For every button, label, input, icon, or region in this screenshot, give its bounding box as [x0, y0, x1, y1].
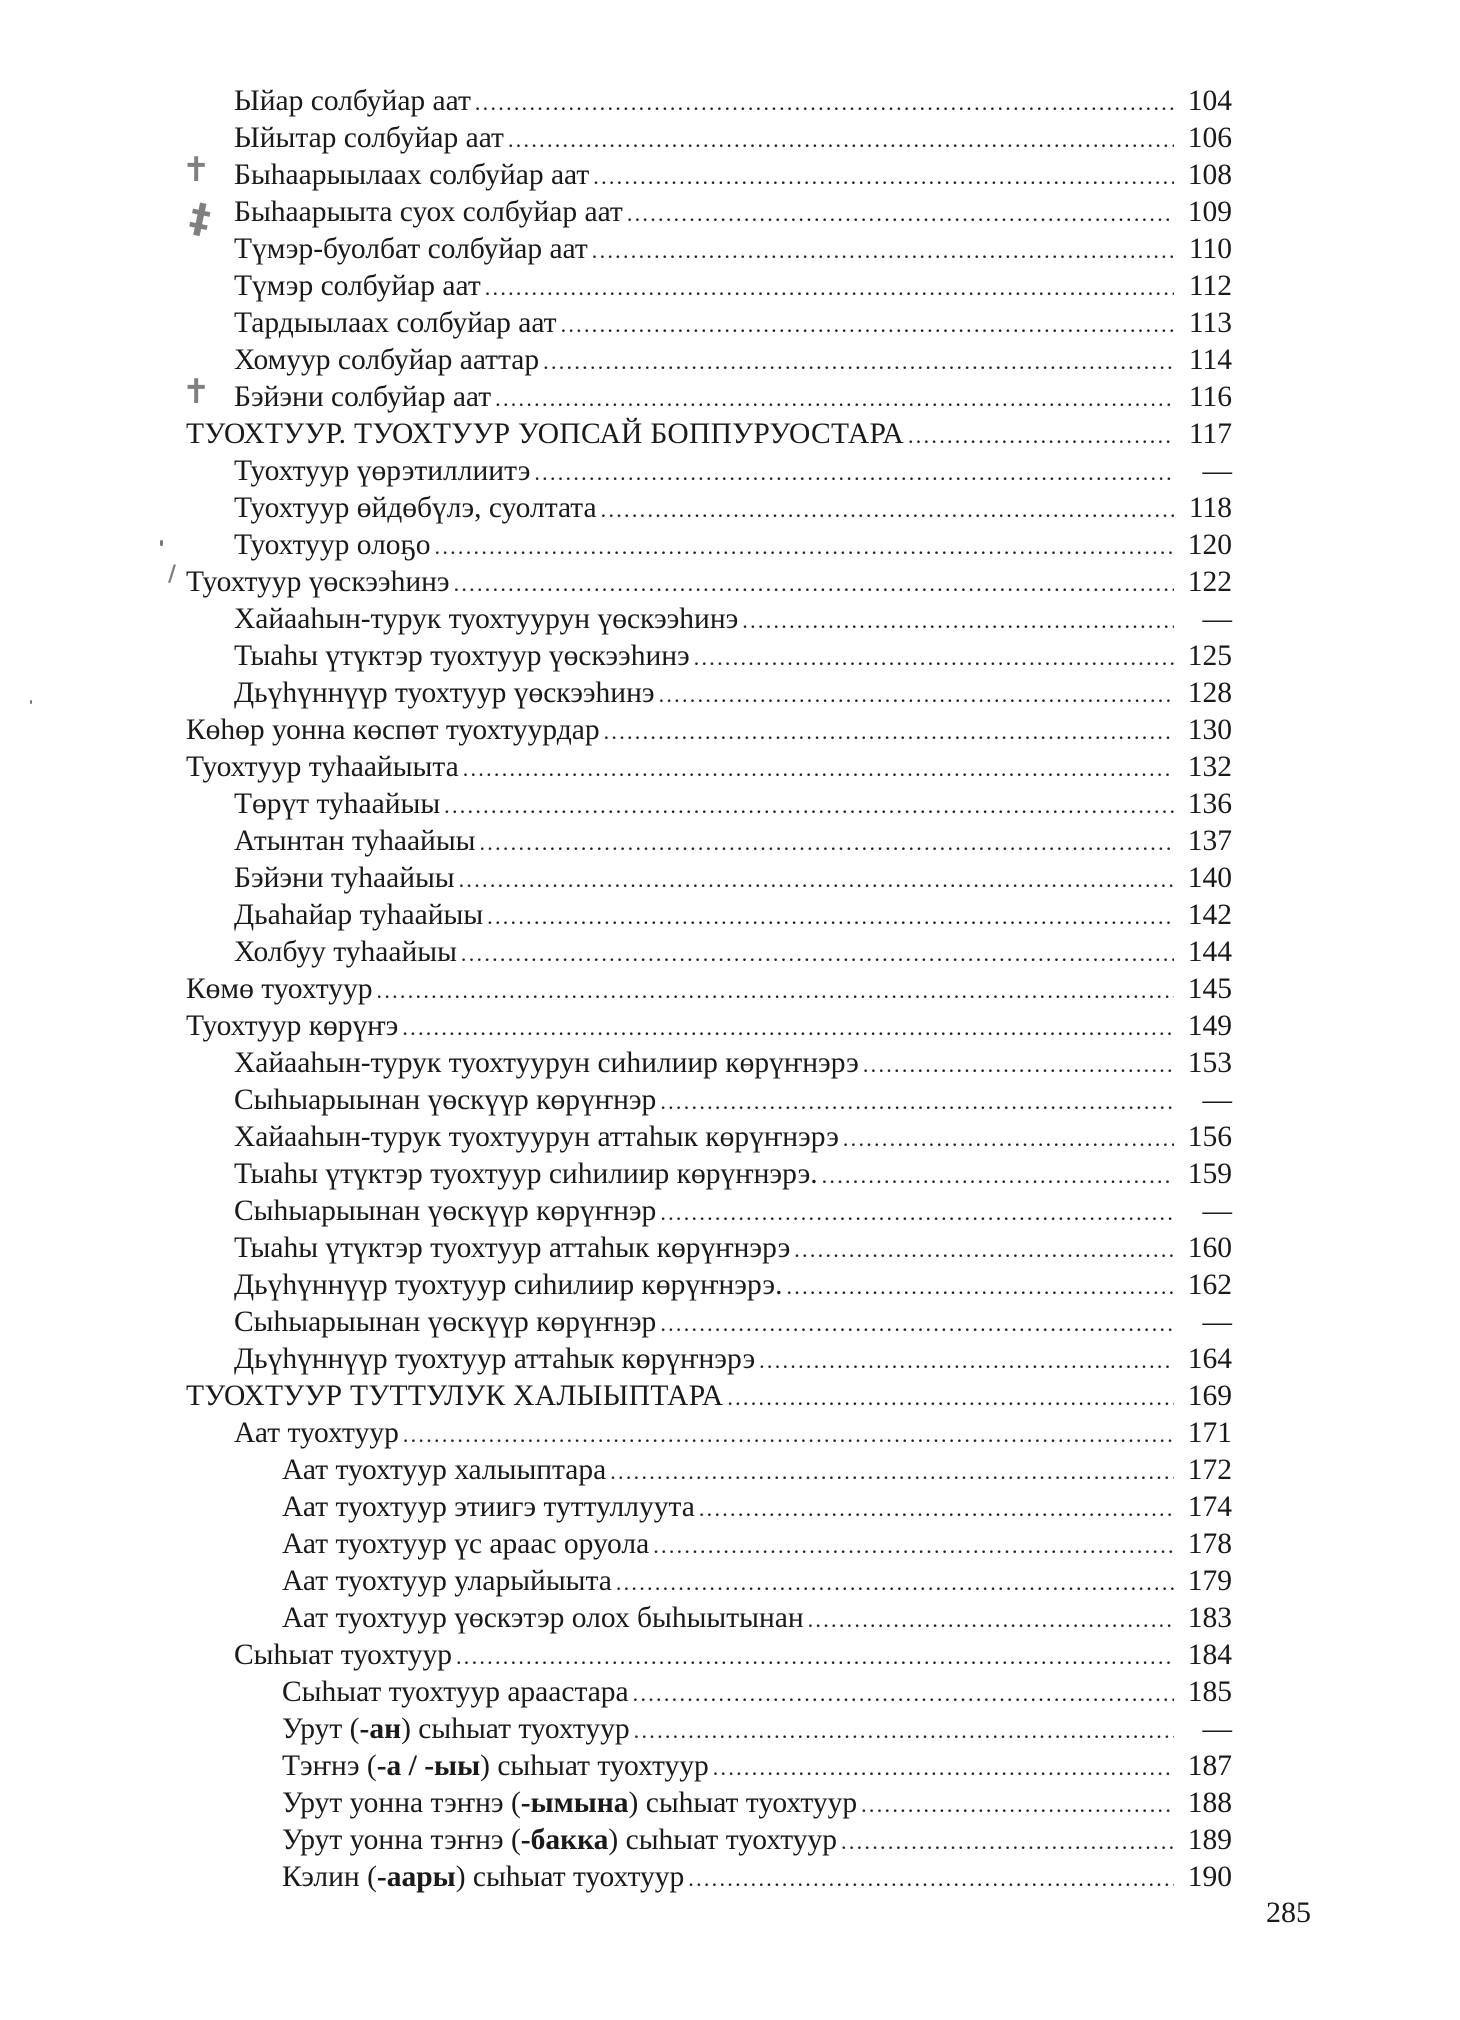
toc-entry-title: Бэйэни солбуйар аат: [234, 381, 492, 413]
toc-page-number: —: [1202, 1084, 1232, 1116]
dot-leader: [786, 1268, 1174, 1305]
dot-leader: [485, 269, 1174, 306]
toc-entry-title: Туохтуур өйдөбүлэ, суолтата: [234, 492, 597, 524]
toc-entry: [0, 1415, 1232, 1452]
toc-entry-title: Хайааhын-турук туохтуурун үөскээhинэ: [234, 603, 739, 635]
toc-entry: [0, 1304, 1232, 1341]
toc-entry: [0, 1526, 1232, 1563]
dot-leader: [459, 861, 1174, 898]
toc-entry-title: [282, 1822, 837, 1859]
toc-entry-title: Дьүhүннүүр туохтуур сиhилиир көрүҥнэрэ.: [234, 1269, 783, 1301]
toc-section-heading: [0, 416, 1232, 453]
dot-leader: [659, 676, 1174, 713]
toc-entry-title: Туохтуур туhаайыыта: [186, 751, 459, 783]
toc-entry-title: Тыаhы үтүктэр туохтуур аттаhык көрүҥнэрэ: [234, 1232, 791, 1264]
dot-leader: [610, 1453, 1174, 1490]
toc-entry: [0, 601, 1232, 638]
toc-entry-title: Туохтуур үөскээhинэ: [186, 566, 450, 598]
dot-leader: [694, 639, 1174, 676]
toc-page-number: 149: [1187, 1010, 1232, 1042]
toc-entry-title: Ыйытар солбуйар аат: [234, 122, 504, 154]
toc-page-number: 114: [1188, 344, 1232, 376]
toc-page-number: 190: [1187, 1861, 1232, 1893]
dot-leader: [841, 1823, 1174, 1860]
toc-page-number: 106: [1187, 122, 1232, 154]
toc-entry-title: Сыhыат туохтуур: [234, 1639, 452, 1671]
toc-entry: [0, 934, 1232, 971]
toc-page-number: 189: [1187, 1824, 1232, 1856]
toc-entry: [0, 749, 1232, 786]
toc-entry: [0, 194, 1232, 231]
handwritten-cross-mark-icon: ✝: [182, 150, 211, 190]
dot-leader: [463, 750, 1174, 787]
dot-leader: [402, 1009, 1174, 1046]
toc-page-number: 113: [1188, 307, 1232, 339]
toc-entry: [0, 675, 1232, 712]
toc-entry: [0, 305, 1232, 342]
title-part: ) сыhыат туохтуур: [401, 1713, 630, 1745]
toc-entry: [0, 1008, 1232, 1045]
toc-entry-title: Сыhыарыынан үөскүүр көрүҥнэр: [234, 1084, 657, 1116]
dot-leader: [759, 1342, 1174, 1379]
toc-page-number: 132: [1187, 751, 1232, 783]
toc-entry: [0, 1822, 1232, 1859]
toc-page-number: 117: [1188, 418, 1232, 450]
dot-leader: [543, 343, 1174, 380]
toc-entry-title: [282, 1859, 684, 1896]
toc-page-number: 184: [1187, 1639, 1232, 1671]
toc-entry-title: Сыhыарыынан үөскүүр көрүҥнэр: [234, 1195, 657, 1227]
toc-entry: [0, 564, 1232, 601]
toc-entry-title: Дьаhайар туhаайыы: [234, 899, 484, 931]
dot-leader: [479, 824, 1174, 861]
toc-page-number: 164: [1187, 1343, 1232, 1375]
toc-entry-title: Быhаарыылаах солбуйар аат: [234, 159, 590, 191]
title-part: ) сыhыат туохтуур: [480, 1750, 709, 1782]
toc-entry: [0, 1267, 1232, 1304]
toc-page-number: 153: [1187, 1047, 1232, 1079]
toc-page-number: 122: [1187, 566, 1232, 598]
toc-entry: [0, 1711, 1232, 1748]
toc-page-number: 188: [1187, 1787, 1232, 1819]
toc-page-number: —: [1202, 455, 1232, 487]
toc-page-number: 183: [1187, 1602, 1232, 1634]
toc-entry: [0, 1748, 1232, 1785]
toc-page-number: —: [1202, 1713, 1232, 1745]
toc-entry-title: Хайааhын-турук туохтуурун аттаhык көрүҥнэрэ: [234, 1121, 839, 1153]
dot-leader: [403, 1416, 1174, 1453]
toc-entry-title: Аат туохтуур уларыйыыта: [282, 1565, 612, 1597]
toc-entry-title: Төрүт туhаайыы: [234, 788, 441, 820]
toc-entry: [0, 712, 1232, 749]
toc-page-number: 125: [1187, 640, 1232, 672]
dot-leader: [660, 1194, 1174, 1231]
dot-leader: [461, 935, 1174, 972]
toc-entry-title: Дьүhүннүүр туохтуур үөскээhинэ: [234, 677, 655, 709]
toc-page-number: 169: [1187, 1380, 1232, 1412]
toc-entry-title: Сыhыат туохтуур араастара: [282, 1676, 629, 1708]
toc-entry-title: Хайааhын-турук туохтуурун сиhилиир көрүҥнэрэ: [234, 1047, 859, 1079]
dot-leader: [487, 898, 1174, 935]
suffix-bold: -а / -ыы: [376, 1750, 481, 1782]
toc-entry-title: Аат туохтуур үөскэтэр олох быhыытынан: [282, 1602, 804, 1634]
dot-leader: [593, 158, 1174, 195]
handwritten-tick-mark-icon: /: [168, 562, 177, 587]
toc-entry: [0, 823, 1232, 860]
dot-leader: [601, 491, 1174, 528]
toc-entry-title: Тыаhы үтүктэр туохтуур сиhилиир көрүҥнэрэ.: [234, 1158, 818, 1190]
toc-entry: [0, 1563, 1232, 1600]
toc-page-number: 185: [1187, 1676, 1232, 1708]
toc-page-number: 160: [1187, 1232, 1232, 1264]
toc-page-number: 104: [1187, 85, 1232, 117]
dot-leader: [699, 1490, 1174, 1527]
dot-leader: [616, 1564, 1174, 1601]
handwritten-cross-mark-icon: ‡: [185, 194, 215, 244]
page-number: 285: [1266, 1896, 1311, 1929]
toc-entry: [0, 490, 1232, 527]
table-of-contents: [0, 83, 1460, 1896]
toc-entry: [0, 971, 1232, 1008]
toc-entry: [0, 453, 1232, 490]
toc-page-number: 108: [1187, 159, 1232, 191]
suffix-bold: -ан: [359, 1713, 402, 1745]
toc-entry-title: Бэйэни туhаайыы: [234, 862, 455, 894]
dot-leader: [713, 1749, 1174, 1786]
toc-entry: [0, 1119, 1232, 1156]
toc-page-number: 174: [1187, 1491, 1232, 1523]
suffix-bold: -аары: [376, 1861, 456, 1893]
dot-leader: [660, 1305, 1174, 1342]
title-part: ) сыhыат туохтуур: [455, 1861, 685, 1893]
toc-entry: [0, 638, 1232, 675]
dot-leader: [843, 1120, 1174, 1157]
toc-page-number: 112: [1188, 270, 1232, 302]
toc-entry-title: Көмө туохтуур: [186, 973, 373, 1005]
toc-entry: [0, 786, 1232, 823]
toc-entry-title: Көhөр уонна көспөт туохтуурдар: [186, 714, 600, 746]
toc-page-number: 187: [1187, 1750, 1232, 1782]
title-part: Урут (: [282, 1713, 360, 1745]
toc-entry-title: [282, 1748, 709, 1785]
toc-entry: [0, 1785, 1232, 1822]
toc-entry: [0, 1489, 1232, 1526]
toc-entry: [0, 897, 1232, 934]
dot-leader: [653, 1527, 1174, 1564]
toc-entry-title: Тардыылаах солбуйар аат: [234, 307, 557, 339]
toc-entry-title: Тыаhы үтүктэр туохтуур үөскээhинэ: [234, 640, 690, 672]
toc-page-number: 120: [1187, 529, 1232, 561]
toc-page-number: 144: [1187, 936, 1232, 968]
toc-page-number: 137: [1187, 825, 1232, 857]
toc-page-number: 130: [1187, 714, 1232, 746]
dot-leader: [456, 1638, 1174, 1675]
dot-leader: [908, 417, 1174, 454]
dot-leader: [495, 380, 1174, 417]
toc-entry-title: Ыйар солбуйар аат: [234, 85, 471, 117]
dot-leader: [592, 232, 1174, 269]
toc-entry-title: Холбуу туhаайыы: [234, 936, 457, 968]
toc-entry: [0, 1230, 1232, 1267]
toc-entry-title: Аат туохтуур үс араас оруола: [282, 1528, 650, 1560]
title-part: Урут уонна тэҥнэ (: [282, 1787, 521, 1819]
dot-leader: [822, 1157, 1174, 1194]
toc-entry: [0, 1452, 1232, 1489]
toc-entry: [0, 1600, 1232, 1637]
dot-leader: [633, 1675, 1174, 1712]
handwritten-cross-mark-icon: ✝: [182, 372, 211, 412]
toc-page-number: 159: [1187, 1158, 1232, 1190]
toc-entry: [0, 83, 1232, 120]
dot-leader: [534, 454, 1174, 491]
margin-speck: [160, 540, 163, 546]
toc-page-number: 172: [1187, 1454, 1232, 1486]
toc-page-number: 156: [1187, 1121, 1232, 1153]
toc-entry-title: Аат туохтуур этиигэ туттуллуута: [282, 1491, 695, 1523]
dot-leader: [688, 1860, 1174, 1897]
toc-entry-title: Туохтуур олоҕо: [234, 529, 431, 561]
toc-entry: [0, 527, 1232, 564]
dot-leader: [863, 1046, 1174, 1083]
dot-leader: [634, 1712, 1174, 1749]
dot-leader: [444, 787, 1174, 824]
toc-entry: [0, 1859, 1232, 1896]
dot-leader: [454, 565, 1174, 602]
toc-entry: [0, 1156, 1232, 1193]
toc-section-heading: [0, 1378, 1232, 1415]
toc-page-number: 178: [1187, 1528, 1232, 1560]
toc-entry-title: Хомуур солбуйар ааттар: [234, 344, 540, 376]
suffix-bold: -бакка: [520, 1824, 609, 1856]
toc-entry: [0, 268, 1232, 305]
dot-leader: [475, 84, 1174, 121]
dot-leader: [435, 528, 1174, 565]
toc-page-number: 116: [1188, 381, 1232, 413]
margin-speck: [30, 700, 32, 704]
toc-entry-title: [282, 1785, 857, 1822]
title-part: Тэҥнэ (: [282, 1750, 377, 1782]
title-part: ) сыhыат туохтуур: [628, 1787, 858, 1819]
toc-page-number: —: [1202, 603, 1232, 635]
title-part: ) сыhыат туохтуур: [608, 1824, 838, 1856]
toc-page-number: 118: [1188, 492, 1232, 524]
toc-entry: [0, 1193, 1232, 1230]
toc-entry-title: Атынтан туhаайыы: [234, 825, 476, 857]
toc-page-number: —: [1202, 1306, 1232, 1338]
dot-leader: [604, 713, 1174, 750]
toc-page-number: 109: [1187, 196, 1232, 228]
toc-entry: [0, 231, 1232, 268]
toc-page-number: 179: [1187, 1565, 1232, 1597]
toc-page-number: 136: [1187, 788, 1232, 820]
dot-leader: [561, 306, 1174, 343]
toc-page-number: 162: [1187, 1269, 1232, 1301]
toc-entry: [0, 1674, 1232, 1711]
toc-page-number: 142: [1187, 899, 1232, 931]
toc-page-number: 128: [1187, 677, 1232, 709]
toc-page-number: 110: [1188, 233, 1232, 265]
dot-leader: [508, 121, 1174, 158]
toc-entry: [0, 860, 1232, 897]
toc-entry: [0, 1637, 1232, 1674]
toc-entry: [0, 1341, 1232, 1378]
toc-page-number: 140: [1187, 862, 1232, 894]
toc-entry-title: Быhаарыыта суох солбуйар аат: [234, 196, 623, 228]
dot-leader: [794, 1231, 1174, 1268]
dot-leader: [727, 1379, 1174, 1416]
toc-entry-title: Туохтуур үөрэтиллиитэ: [234, 455, 531, 487]
dot-leader: [742, 602, 1174, 639]
toc-entry-title: Туохтуур көрүҥэ: [186, 1010, 399, 1042]
toc-page-number: 145: [1187, 973, 1232, 1005]
title-part: Кэлин (: [282, 1861, 377, 1893]
title-part: Урут уонна тэҥнэ (: [282, 1824, 521, 1856]
toc-entry-title: Сыhыарыынан үөскүүр көрүҥнэр: [234, 1306, 657, 1338]
suffix-bold: -ымына: [520, 1787, 629, 1819]
dot-leader: [377, 972, 1174, 1009]
toc-entry-title: [282, 1711, 630, 1748]
dot-leader: [808, 1601, 1174, 1638]
toc-entry-title: Дьүhүннүүр туохтуур аттаhык көрүҥнэрэ: [234, 1343, 756, 1375]
dot-leader: [627, 195, 1174, 232]
toc-entry-title: ТУОХТУУР ТУТТУЛУК ХАЛЫЫПТАРА: [186, 1380, 724, 1412]
toc-page-number: —: [1202, 1195, 1232, 1227]
toc-entry-title: Аат туохтуур: [234, 1417, 399, 1449]
toc-entry: [0, 1082, 1232, 1119]
toc-entry-title: ТУОХТУУР. ТУОХТУУР УОПСАЙ БОППУРУОСТАРА: [186, 418, 904, 450]
toc-entry-title: Түмэр солбуйар аат: [234, 270, 481, 302]
dot-leader: [861, 1786, 1174, 1823]
toc-entry: [0, 1045, 1232, 1082]
toc-entry-title: Аат туохтуур халыыптара: [282, 1454, 607, 1486]
toc-page-number: 171: [1187, 1417, 1232, 1449]
toc-entry-title: Түмэр-буолбат солбуйар аат: [234, 233, 588, 265]
dot-leader: [660, 1083, 1174, 1120]
